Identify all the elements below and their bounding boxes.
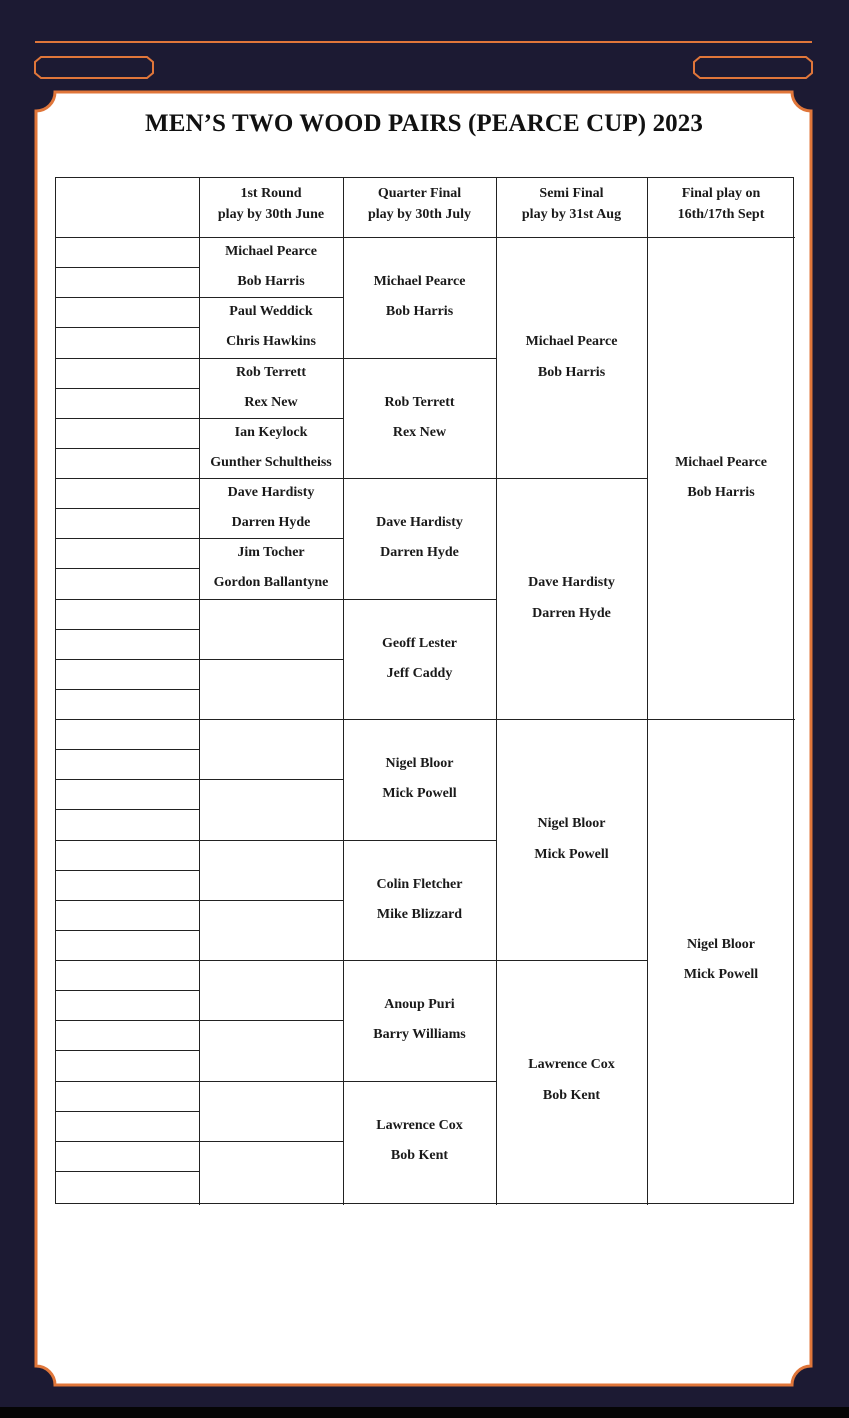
quarter-final-player: Barry Williams (373, 1027, 466, 1042)
entry-row-line (56, 900, 199, 901)
first-round-line (199, 659, 343, 660)
entry-row-line (56, 448, 199, 449)
column-header-line2: play by 30th July (367, 207, 472, 222)
first-round-line (199, 599, 343, 600)
semi-final-line (496, 719, 647, 720)
quarter-final-player: Jeff Caddy (386, 666, 453, 681)
semi-final-player: Michael Pearce (525, 334, 618, 349)
final-line (647, 719, 795, 720)
quarter-final-line (343, 719, 496, 720)
first-round-line (199, 960, 343, 961)
final-player: Bob Harris (687, 485, 755, 500)
entry-row-line (56, 508, 199, 509)
entry-row-line (56, 629, 199, 630)
semi-final-line (496, 478, 647, 479)
quarter-final-player: Michael Pearce (373, 274, 466, 289)
entry-row-line (56, 568, 199, 569)
first-round-player: Rex New (244, 395, 298, 410)
first-round-player: Rob Terrett (235, 365, 307, 380)
entry-row-line (56, 478, 199, 479)
column-header (647, 183, 795, 225)
first-round-player: Bob Harris (237, 274, 305, 289)
entry-row-line (56, 990, 199, 991)
column-header (199, 183, 343, 225)
entry-row-line (56, 599, 199, 600)
column-header-line1: Semi Final (539, 186, 604, 201)
entry-row-line (56, 689, 199, 690)
entry-row-line (56, 659, 199, 660)
first-round-line (199, 840, 343, 841)
entry-row-line (56, 779, 199, 780)
quarter-final-player: Anoup Puri (384, 997, 455, 1012)
semi-final-player: Darren Hyde (532, 606, 611, 621)
entry-row-line (56, 870, 199, 871)
entry-row-line (56, 418, 199, 419)
first-round-player: Jim Tocher (237, 545, 305, 560)
quarter-final-player: Dave Hardisty (376, 515, 463, 530)
right-ornament (694, 57, 812, 78)
quarter-final-player: Bob Kent (390, 1148, 449, 1163)
first-round-player: Gunther Schultheiss (210, 455, 332, 470)
entry-row-line (56, 388, 199, 389)
entry-row-line (56, 267, 199, 268)
quarter-final-line (343, 1081, 496, 1082)
bottom-strip (0, 1407, 849, 1418)
entry-row-line (56, 749, 199, 750)
first-round-line (199, 1081, 343, 1082)
entry-row-line (56, 297, 199, 298)
quarter-final-player: Colin Fletcher (376, 877, 463, 892)
semi-final-player: Lawrence Cox (528, 1057, 615, 1072)
column-header (343, 183, 496, 225)
first-round-player: Ian Keylock (234, 425, 308, 440)
quarter-final-player: Mick Powell (382, 786, 457, 801)
semi-final-line (496, 960, 647, 961)
quarter-final-player: Rex New (392, 425, 447, 440)
entry-row-line (56, 1020, 199, 1021)
entry-row-line (56, 1081, 199, 1082)
first-round-player: Michael Pearce (225, 244, 317, 259)
first-round-player: Gordon Ballantyne (213, 575, 329, 590)
semi-final-player: Bob Kent (542, 1088, 601, 1103)
column-header (496, 183, 647, 225)
final-player: Nigel Bloor (686, 937, 756, 952)
quarter-final-player: Mike Blizzard (376, 907, 463, 922)
entry-row-line (56, 840, 199, 841)
semi-final-player: Mick Powell (534, 847, 609, 862)
semi-final-player: Bob Harris (537, 365, 606, 380)
quarter-final-player: Geoff Lester (381, 636, 458, 651)
column-header-line1: Quarter Final (377, 186, 462, 201)
entry-row-line (56, 960, 199, 961)
first-round-line (199, 779, 343, 780)
left-ornament (35, 57, 153, 78)
entry-row-line (56, 358, 199, 359)
quarter-final-line (343, 358, 496, 359)
page-title: MEN’S TWO WOOD PAIRS (PEARCE CUP) 2023 (145, 110, 703, 137)
entry-row-line (56, 1050, 199, 1051)
column-divider (647, 178, 648, 1205)
entry-row-line (56, 327, 199, 328)
first-round-line (199, 900, 343, 901)
first-round-player: Darren Hyde (231, 515, 311, 530)
final-player: Michael Pearce (675, 455, 767, 470)
first-round-line (199, 1141, 343, 1142)
entry-row-line (56, 809, 199, 810)
quarter-final-line (343, 840, 496, 841)
entry-row-line (56, 538, 199, 539)
column-divider (343, 178, 344, 1205)
quarter-final-player: Bob Harris (385, 304, 454, 319)
semi-final-player: Nigel Bloor (537, 816, 606, 831)
column-header-line2: 16th/17th Sept (677, 207, 765, 222)
entry-row-line (56, 930, 199, 931)
final-player: Mick Powell (683, 967, 759, 982)
entry-row-line (56, 1141, 199, 1142)
tournament-bracket (55, 177, 794, 1204)
quarter-final-line (343, 478, 496, 479)
quarter-final-player: Rob Terrett (384, 395, 455, 410)
quarter-final-player: Darren Hyde (380, 545, 459, 560)
column-header-line1: Final play on (681, 186, 761, 201)
quarter-final-player: Lawrence Cox (376, 1118, 463, 1133)
first-round-line (199, 719, 343, 720)
entry-row-line (56, 719, 199, 720)
first-round-line (199, 1020, 343, 1021)
first-round-player: Chris Hawkins (226, 334, 316, 349)
column-header-line2: play by 31st Aug (521, 207, 622, 222)
quarter-final-line (343, 599, 496, 600)
semi-final-player: Dave Hardisty (528, 575, 615, 590)
header-divider (56, 237, 795, 238)
first-round-player: Dave Hardisty (227, 485, 315, 500)
quarter-final-player: Nigel Bloor (385, 756, 454, 771)
entry-row-line (56, 1171, 199, 1172)
column-header-line1: 1st Round (240, 186, 302, 201)
column-header-line2: play by 30th June (217, 207, 325, 222)
quarter-final-line (343, 960, 496, 961)
entry-row-line (56, 1111, 199, 1112)
first-round-player: Paul Weddick (229, 304, 313, 319)
